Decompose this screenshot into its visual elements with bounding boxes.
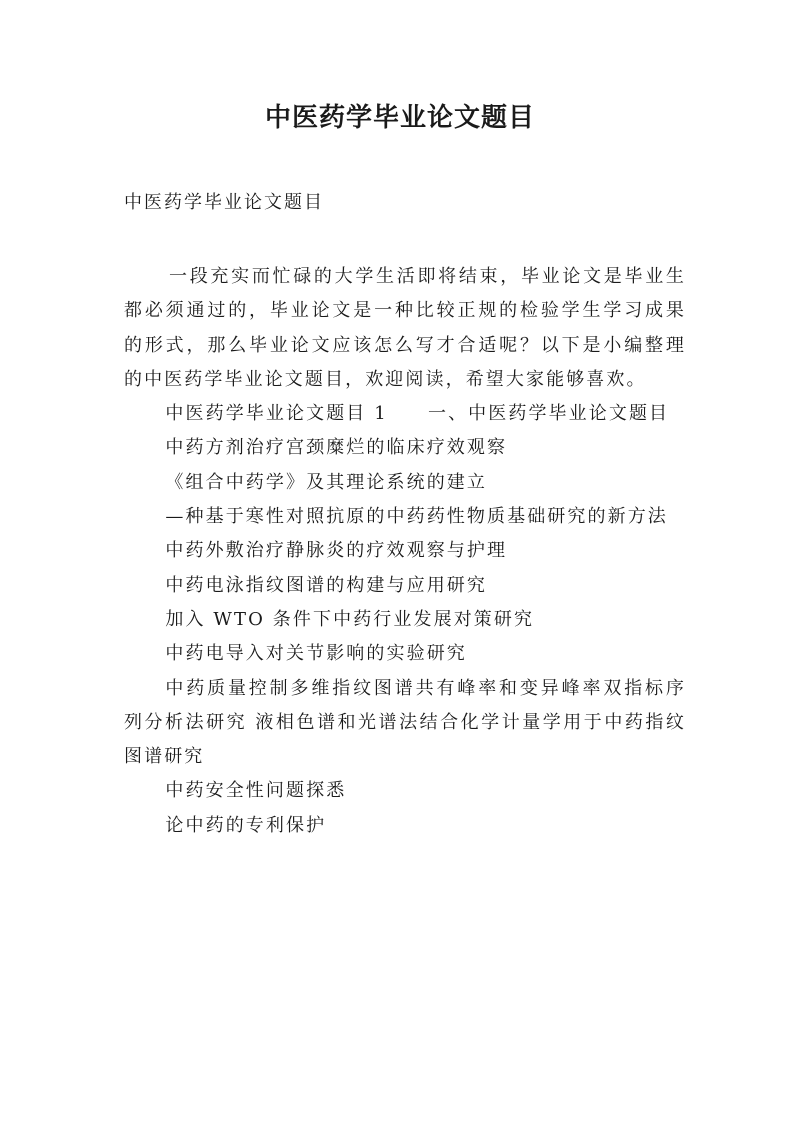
list-item: 中药电导入对关节影响的实验研究	[165, 643, 467, 665]
list-item: —种基于寒性对照抗原的中药药性物质基础研究的新方法	[165, 506, 668, 528]
list-item: 中药质量控制多维指纹图谱共有峰率和变异峰率双指标序列分析法研究 液相色谱和光谱法结合化学计量学用于中药指纹图谱研究	[124, 677, 686, 768]
list-item: 中医药学毕业论文题目 1 一、中医药学毕业论文题目	[165, 403, 670, 425]
list-item: 论中药的专利保护	[165, 814, 327, 836]
intro-paragraph: 一段充实而忙碌的大学生活即将结束，毕业论文是毕业生都必须通过的，毕业论文是一种比较正规的检验学生学习成果的形式，那么毕业论文应该怎么写才合适呢？以下是小编整理的中医药学毕业论文题目，欢迎阅读，希望大家能够喜欢。	[124, 266, 686, 390]
document-body	[124, 260, 686, 843]
list-item: 加入 WTO 条件下中药行业发展对策研究	[165, 608, 535, 630]
list-item: 中药安全性问题探悉	[165, 780, 347, 802]
list-item: 《组合中药学》及其理论系统的建立	[165, 471, 487, 493]
list-item: 中药方剂治疗宫颈糜烂的临床疗效观察	[165, 437, 508, 459]
document-title: 中医药学毕业论文题目	[264, 103, 535, 133]
document-subtitle: 中医药学毕业论文题目	[124, 192, 324, 213]
list-item: 中药外敷治疗静脉炎的疗效观察与护理	[165, 540, 508, 562]
list-item: 中药电泳指纹图谱的构建与应用研究	[165, 574, 487, 596]
